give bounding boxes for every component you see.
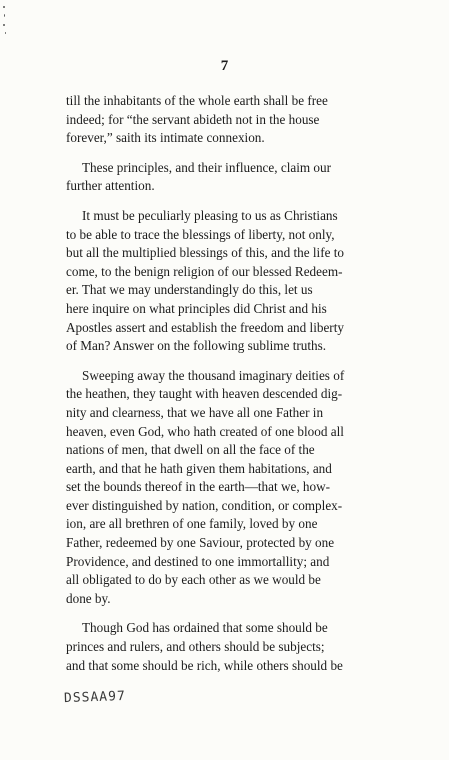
text-line: to be able to trace the blessings of liberty, not only, <box>66 226 335 242</box>
text-line: forever,” saith its intimate connexion. <box>66 130 265 146</box>
body-text <box>66 92 396 686</box>
text-line: princes and rulers, and others should be subjects; <box>66 639 325 655</box>
text-line: Though God has ordained that some should be <box>82 620 328 636</box>
text-line: Father, redeemed by one Saviour, protected by one <box>66 535 335 551</box>
text-line: of Man? Answer on the following sublime truths. <box>66 338 327 354</box>
text-line: set the bounds thereof in the earth—that we, how- <box>66 479 331 495</box>
text-line: till the inhabitants of the whole earth shall be free <box>66 93 328 108</box>
text-line: Providence, and destined to one immortallity; and <box>66 553 330 569</box>
text-line: all obligated to do by each other as we would be <box>66 572 321 588</box>
text-line: earth, and that he hath given them habitations, and <box>66 460 332 476</box>
text-line: It must be peculiarly pleasing to us as Christians <box>82 207 338 223</box>
text-line: nity and clearness, that we have all one Father in <box>66 404 324 420</box>
text-line: but all the multiplied blessings of this, and the life to <box>66 245 344 261</box>
text-line: indeed; for “the servant abideth not in the house <box>66 111 320 127</box>
paragraph <box>66 207 396 356</box>
text-line: further attention. <box>66 178 155 194</box>
text-line: er. That we may understandingly do this, let us <box>66 282 313 298</box>
paragraph <box>66 159 396 196</box>
text-line: ion, are all brethren of one family, loved by one <box>66 516 318 532</box>
text-line: done by. <box>66 590 111 606</box>
text-line: and that some should be rich, while others should be <box>66 657 343 673</box>
paragraph <box>66 92 396 148</box>
text-line: These principles, and their influence, claim our <box>82 159 332 175</box>
text-line: nations of men, that dwell on all the face of the <box>66 442 315 458</box>
text-line: Sweeping away the thousand imaginary deities of <box>82 367 345 383</box>
handwritten-catalog-mark: DSSAA97 <box>63 688 127 707</box>
text-line: Apostles assert and establish the freedom and liberty <box>66 319 344 335</box>
paragraph <box>66 619 396 675</box>
edge-smudge <box>2 2 8 42</box>
text-line: here inquire on what principles did Christ and his <box>66 300 327 316</box>
text-line: heaven, even God, who hath created of one blood all <box>66 423 344 439</box>
page-number: 7 <box>220 58 229 74</box>
text-line: ever distinguished by nation, condition, or complex- <box>66 497 343 513</box>
text-line: come, to the benign religion of our blessed Redeem- <box>66 263 343 279</box>
text-line: the heathen, they taught with heaven descended dig- <box>66 386 343 402</box>
paragraph <box>66 367 396 609</box>
